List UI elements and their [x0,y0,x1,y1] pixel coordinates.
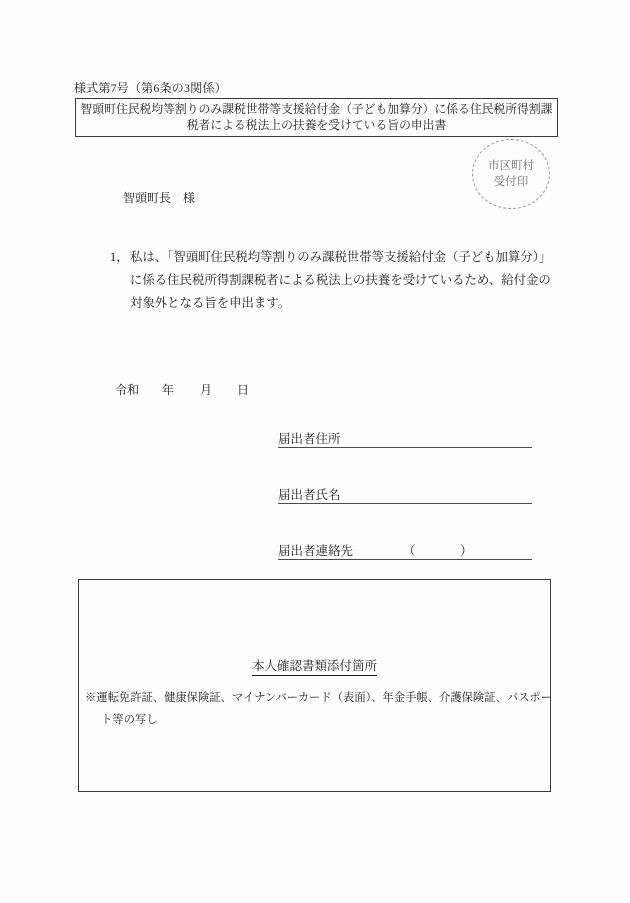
statement-line-1: 私は、「智頭町住民税均等割りのみ課税世帯等支援給付金（子ども加算分）」 [130,250,552,264]
attachment-heading-wrap [79,656,550,676]
document-title-line-2: 税者による税法上の扶養を受けている旨の申出書 [186,118,447,132]
contact-paren-open: （ [403,544,416,558]
declarant-address-label: 届出者住所 [278,432,341,446]
declarant-name-label: 届出者氏名 [278,488,341,502]
addressee-line: 智頭町長 様 [123,191,196,205]
attachment-note-line-1: ※運転免許証、健康保険証、マイナンバーカード（表面）、年金手帳、介護保険証、パスポー [85,692,553,704]
municipal-reception-stamp [472,139,550,209]
form-number: 様式第7号（第6条の3関係） [74,81,227,95]
date-year-label: 年 [162,383,175,397]
id-document-attachment-box [78,579,551,792]
document-title-line-1: 智頭町住民税均等割りのみ課税世帯等支援給付金（子ども加算分）に係る住民税所得割課 [80,102,553,116]
statement-line-2: に係る住民税所得割課税者による税法上の扶養を受けているため、給付金の [130,273,551,287]
attachment-note-line-2: ト等の写し [101,714,158,726]
declarant-name-field [278,488,532,504]
attachment-heading: 本人確認書類添付箇所 [252,656,377,676]
date-month-label: 月 [200,383,213,397]
declarant-contact-field [278,544,532,560]
date-era-label: 令和 [115,383,140,397]
stamp-text-line-2: 受付印 [493,176,529,188]
declarant-contact-label: 届出者連絡先 [278,544,354,558]
declarant-address-field [278,432,532,448]
statement-paragraph [110,246,552,315]
date-day-label: 日 [237,383,250,397]
document-title-box [75,98,558,137]
contact-paren-close: ） [460,544,473,558]
stamp-text-line-1: 市区町村 [488,160,534,172]
statement-number: 1， [110,250,129,264]
statement-line-3: 対象外となる旨を申出ます。 [130,296,291,310]
